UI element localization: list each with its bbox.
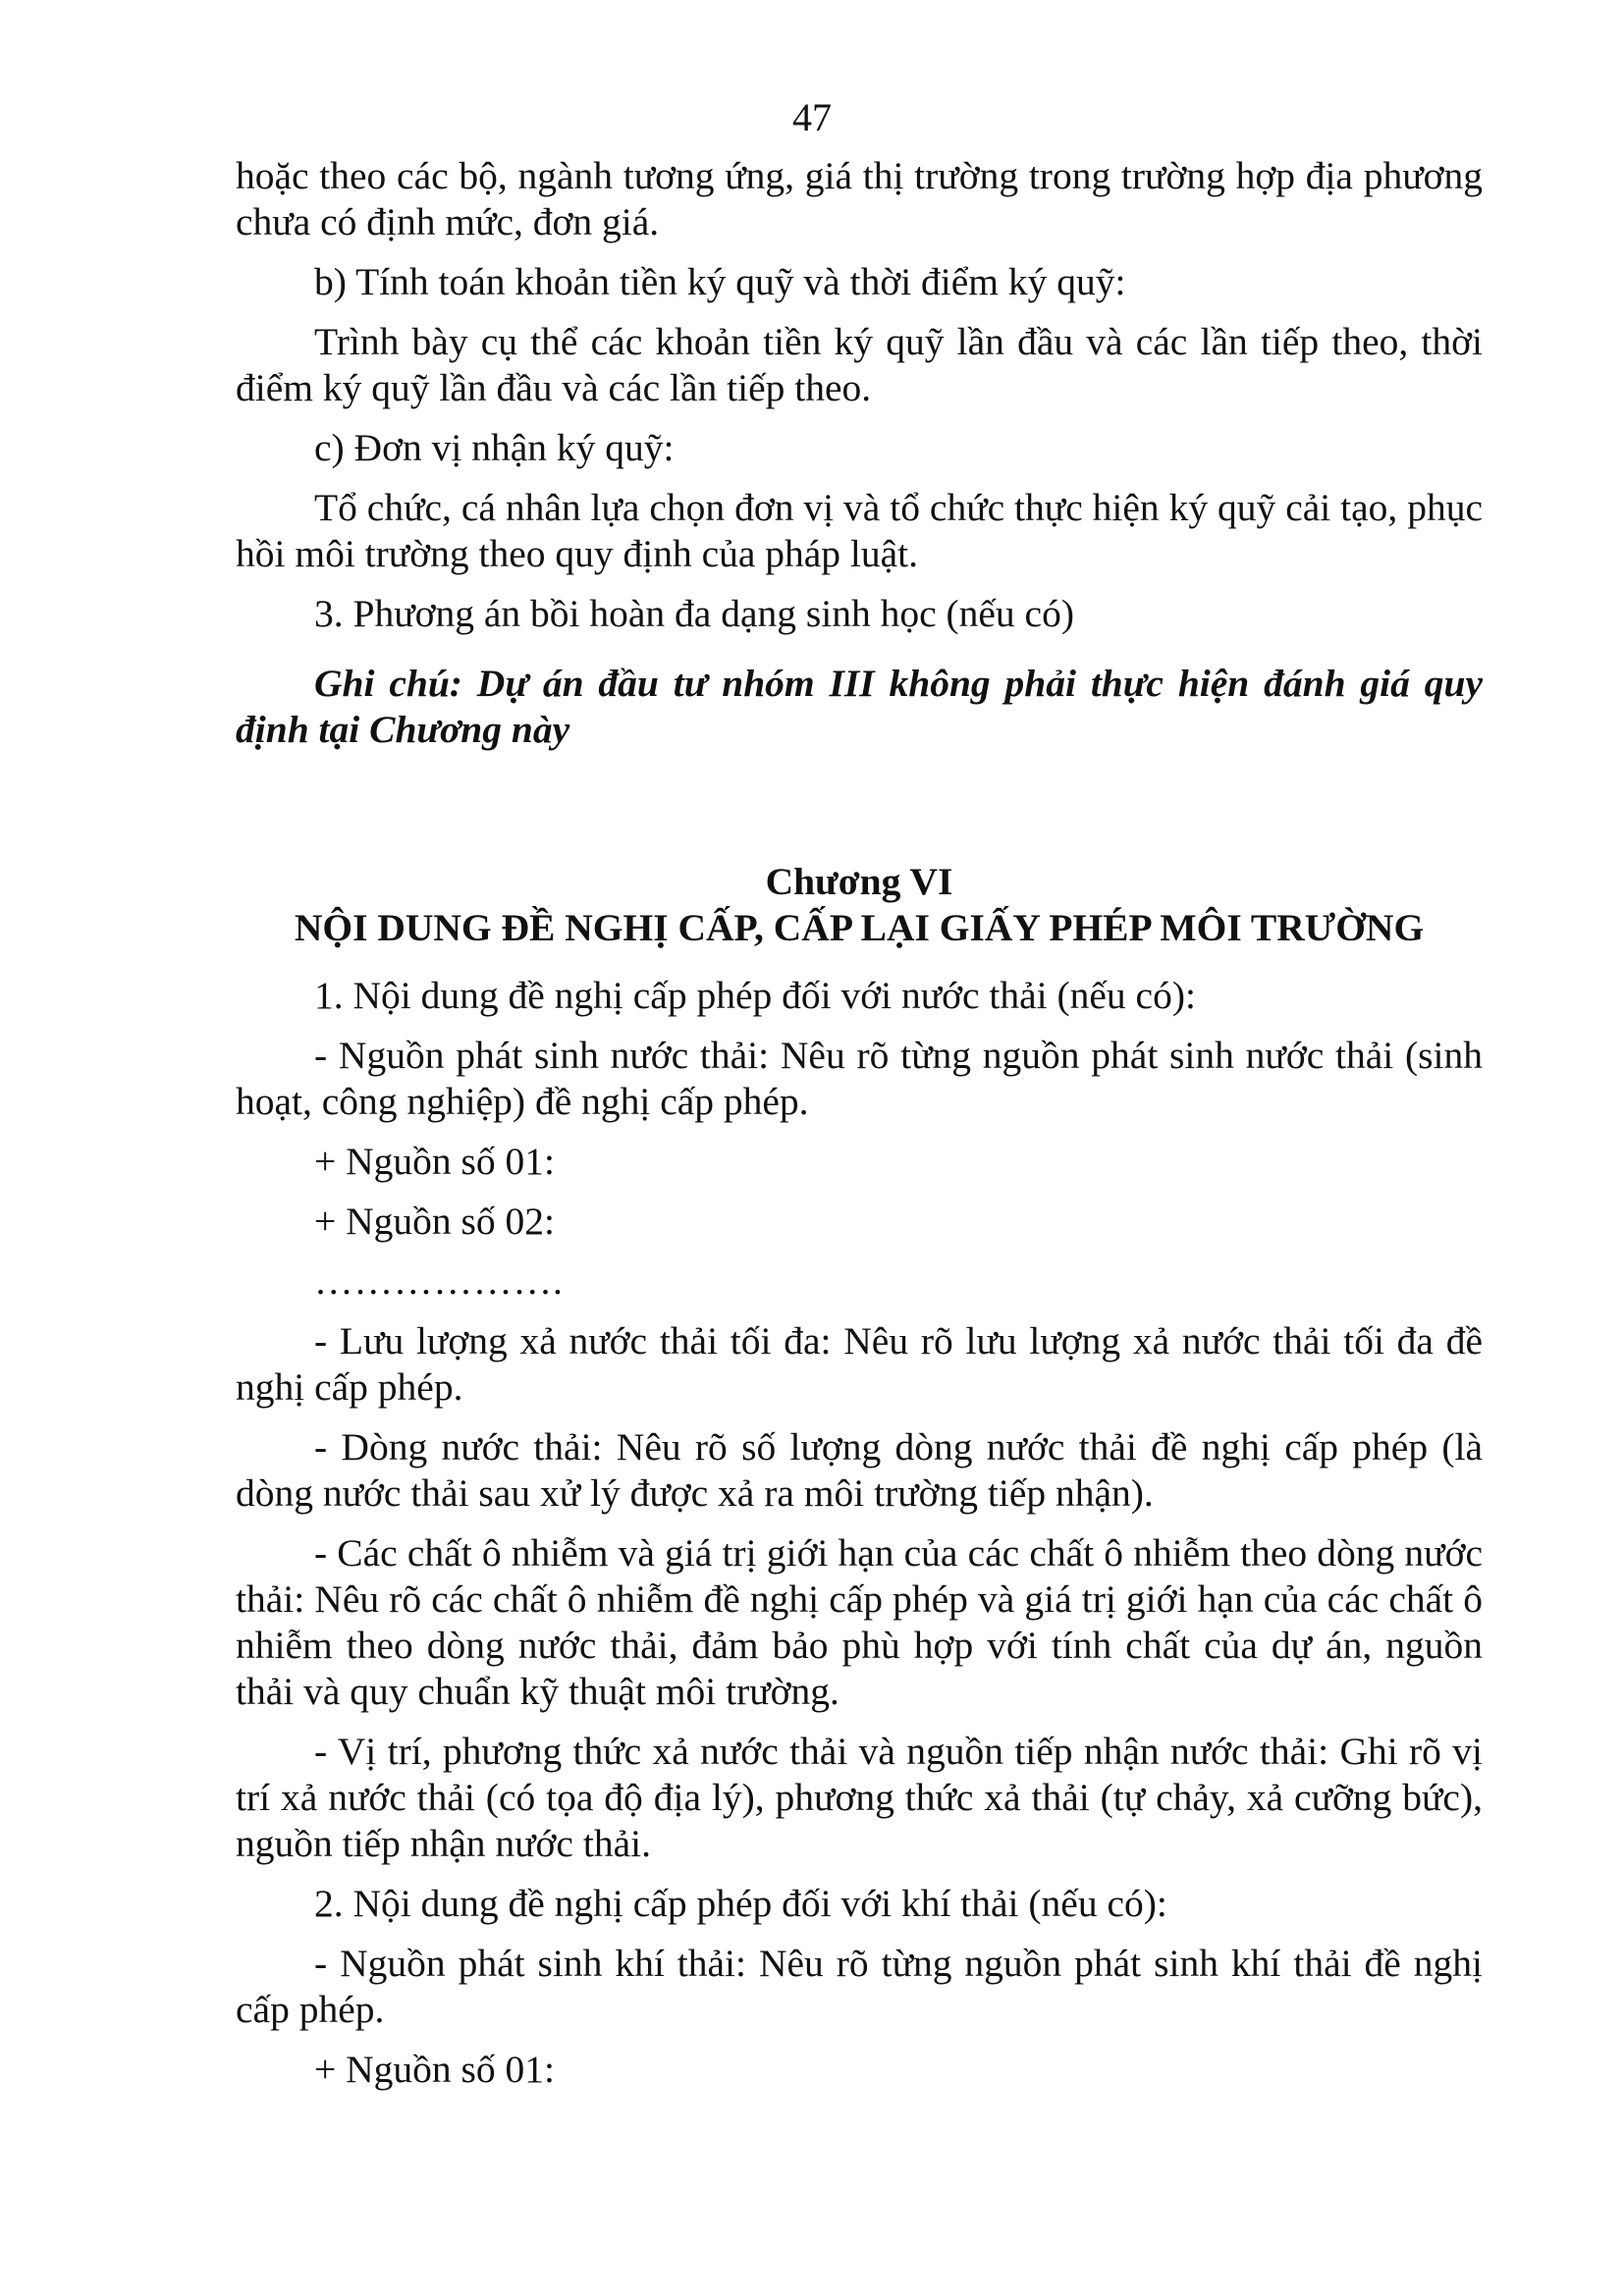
paragraph: b) Tính toán khoản tiền ký quỹ và thời điểm ký quỹ: (314, 260, 1126, 303)
paragraph: - Vị trí, phương thức xả nước thải và nguồn tiếp nhận nước thải: Ghi rõ vị trí xả nước thải (có tọa độ địa lý), phương thức xả thải (tự chảy, xả cưỡng bức), nguồn tiếp nhận nước thải. (236, 1730, 1483, 1865)
paragraph: 2. Nội dung đề nghị cấp phép đối với khí thải (nếu có): (314, 1882, 1167, 1925)
document-body (236, 153, 1483, 2107)
chapter-title: NỘI DUNG ĐỀ NGHỊ CẤP, CẤP LẠI GIẤY PHÉP MÔI TRƯỜNG (294, 906, 1425, 949)
paragraph: - Dòng nước thải: Nêu rõ số lượng dòng nước thải đề nghị cấp phép (là dòng nước thải sau xử lý được xả ra môi trường tiếp nhận). (236, 1425, 1483, 1515)
page-number: 47 (792, 95, 832, 139)
paragraph: - Nguồn phát sinh khí thải: Nêu rõ từng nguồn phát sinh khí thải đề nghị cấp phép. (236, 1942, 1483, 2031)
paragraph: - Lưu lượng xả nước thải tối đa: Nêu rõ lưu lượng xả nước thải tối đa đề nghị cấp phép. (236, 1319, 1483, 1409)
paragraph: 1. Nội dung đề nghị cấp phép đối với nước thải (nếu có): (314, 974, 1196, 1017)
paragraph: + Nguồn số 01: (314, 1140, 556, 1183)
paragraph: + Nguồn số 01: (314, 2048, 556, 2091)
paragraph: c) Đơn vị nhận ký quỹ: (314, 426, 675, 469)
paragraph: hoặc theo các bộ, ngành tương ứng, giá thị trường trong trường hợp địa phương chưa có định mức, đơn giá. (236, 154, 1483, 243)
note-paragraph: Ghi chú: Dự án đầu tư nhóm III không phải thực hiện đánh giá quy định tại Chương này (236, 662, 1483, 751)
paragraph: Tổ chức, cá nhân lựa chọn đơn vị và tổ chức thực hiện ký quỹ cải tạo, phục hồi môi trường theo quy định của pháp luật. (236, 486, 1483, 575)
chapter-heading (236, 859, 1483, 951)
paragraph: Trình bày cụ thể các khoản tiền ký quỹ lần đầu và các lần tiếp theo, thời điểm ký quỹ lần đầu và các lần tiếp theo. (236, 320, 1483, 409)
paragraph: ………………. (314, 1259, 564, 1303)
section-top (236, 153, 1483, 637)
paragraph: 3. Phương án bồi hoàn đa dạng sinh học (nếu có) (314, 592, 1074, 635)
paragraph: - Các chất ô nhiễm và giá trị giới hạn của các chất ô nhiễm theo dòng nước thải: Nêu rõ các chất ô nhiễm đề nghị cấp phép và giá trị giới hạn của các chất ô nhiễm theo dòng nước thải, đảm bảo phù hợp với tính chất của dự án, nguồn thải và quy chuẩn kỹ thuật môi trường. (236, 1531, 1483, 1713)
paragraph: - Nguồn phát sinh nước thải: Nêu rõ từng nguồn phát sinh nước thải (sinh hoạt, công nghiệp) đề nghị cấp phép. (236, 1034, 1483, 1123)
paragraph: + Nguồn số 02: (314, 1200, 556, 1243)
chapter-number: Chương VI (765, 860, 953, 903)
section-bottom (236, 973, 1483, 2093)
